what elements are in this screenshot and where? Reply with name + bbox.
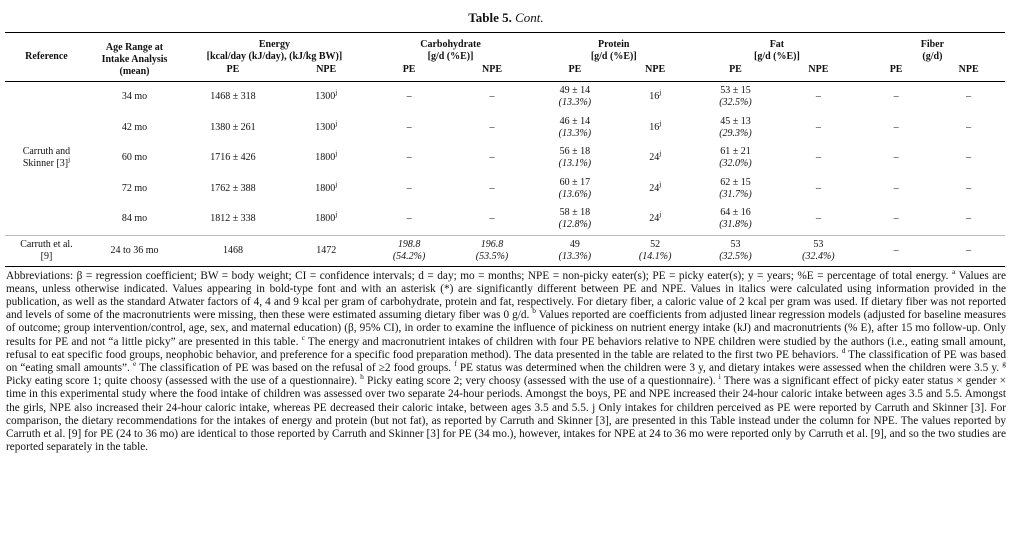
footnote-mark: j [68,155,71,164]
fat-pe-pct: (32.0%) [719,158,752,170]
header-fiber-units: (g/d) [922,51,943,62]
footnote-mark: j [335,180,338,189]
fiber-npe-cell: – [966,213,972,225]
protein-npe-cell [616,204,694,235]
subheader-npe: NPE [285,63,368,82]
footnote-text: The classification of PE was based on “eating small amounts”. [6,348,1006,374]
header-protein-units: [g/d (%E)] [590,51,637,62]
fiber-pe-cell: – [893,182,899,194]
subheader-npe: NPE [451,63,534,82]
protein-pe-value: 58 ± 18 [559,207,591,219]
fat-pe-cell [694,174,777,205]
subheader-npe: NPE [777,63,860,82]
header-fat-title: Fat [769,39,785,50]
fiber-pe-cell: – [893,91,899,103]
footnote-marker: h [360,372,364,382]
footnote-mark: j [659,119,662,128]
table-label: Table 5. [468,10,512,25]
carb-npe-pct: (53.5%) [475,250,509,262]
footnote-marker: b [532,306,537,316]
header-carb-title: Carbohydrate [420,39,481,50]
footnote-text: The classification of PE was based on the refusal of ≥2 food groups. [136,361,455,374]
energy-npe-cell [285,174,368,205]
protein-pe-pct: (13.3%) [558,127,592,139]
energy-pe-cell: 1716 ± 426 [210,152,256,164]
carb-pe-cell [368,235,451,266]
energy-npe-value: 1300 [315,121,336,133]
header-age-line: Intake Analysis [101,54,168,65]
carb-pe-pct: (54.2%) [392,250,426,262]
energy-pe-cell: 1468 [181,235,285,266]
footnote-mark: j [335,149,338,158]
fiber-npe-cell: – [932,235,1005,266]
footnote-marker: f [454,359,457,369]
footnote-mark: j [659,149,662,158]
age-cell: 24 to 36 mo [88,235,181,266]
energy-npe-value: 1300 [315,91,336,103]
data-table [5,32,1005,267]
carb-npe-cell: – [489,91,495,103]
fat-npe-cell: – [815,121,821,133]
fat-pe-pct: (29.3%) [719,127,752,139]
reference-line: Carruth et al. [20,238,73,250]
fiber-pe-cell: – [860,235,933,266]
age-cell: 34 mo [121,91,148,103]
footnote-text: There was a significant effect of picky eater status × gender × time in this experimental study where the food intake of children was assessed over two separate 24-hour periods. Amongst the boys, PE and NPE increased their 24-hour caloric intake between ages 3.5 and 5.5. Amongst the girls, NPE also increased their 24-hour caloric intake, whereas PE decreased their caloric intake, between ages 3.5 and 5.5. j Only intakes for children perceived as PE were reported by Carruth and Skinner [3]. For comparison, the dietary recommendations for the intakes of energy and protein (but not fat), as reported by Carruth and Skinner [3], are presented in this Table instead under the column for NPE. The values reported by Carruth et al. [9] for PE (24 to 36 mo) are identical to those reported by Carruth and Skinner [3] for PE (34 mo.), however, intakes for NPE at 24 to 36 mo were reported only by Carruth et al. [9], and so the two studies are reported separately in the table. [6,375,1006,454]
footnote-text: Picky eating score 2; very choosy (assessed with the use of a questionnaire). [363,375,719,388]
footnote-mark: j [335,119,338,128]
fat-npe-cell [777,235,860,266]
carb-npe-cell: – [489,213,495,225]
fat-pe-value: 62 ± 15 [720,176,751,188]
fat-npe-value: 53 [813,238,824,250]
protein-npe-pct: (14.1%) [638,250,672,262]
fiber-pe-cell: – [893,213,899,225]
footnote-text: The energy and macronutrient intakes of children with four PE behaviors relative to NPE children were studied by the authors (i.e., eating small amount, refusal to eat specific food groups, neophobic behavior, and preference for a specific food preparation method). The data presented in the table are related to the first two PE behaviors. [6,335,1006,361]
protein-pe-pct: (13.3%) [558,250,592,262]
protein-pe-pct: (12.8%) [558,219,592,231]
energy-npe-cell [285,143,368,174]
protein-npe-cell [616,174,694,205]
fat-pe-value: 53 [730,238,741,250]
header-fat-units: [g/d (%E)] [754,51,800,62]
footnote-marker: c [301,332,305,342]
protein-npe-value: 52 [650,238,661,250]
subheader-npe: NPE [616,63,694,82]
footnote-text: PE status was determined when the children were 3 y, and dietary intakes were assessed when the children were 3.5 y. [456,361,1003,374]
header-fiber-title: Fiber [920,39,945,50]
carb-pe-cell: – [406,91,412,103]
protein-pe-pct: (13.3%) [558,97,592,109]
fat-npe-cell: – [815,91,821,103]
age-cell: 60 mo [121,152,148,164]
protein-pe-value: 56 ± 18 [559,146,591,158]
table-row [5,113,1005,144]
table-footnotes [6,266,1006,455]
age-cell: 72 mo [121,182,148,194]
footnote-marker: g [1002,359,1006,369]
energy-pe-cell: 1762 ± 388 [210,182,256,194]
protein-npe-value: 24 [649,152,660,164]
protein-pe-cell [533,204,616,235]
fiber-npe-cell: – [966,152,972,164]
reference-cell [5,235,88,266]
header-age-line: Age Range at [105,42,164,53]
subheader-npe: NPE [932,63,1005,82]
fat-pe-cell [694,235,777,266]
footnote-marker: i [718,372,721,382]
protein-npe-value: 16 [649,91,660,103]
energy-npe-value: 1800 [315,152,336,164]
fat-pe-cell [694,143,777,174]
fiber-npe-cell: – [966,121,972,133]
fat-pe-value: 64 ± 16 [720,207,751,219]
carb-pe-value: 198.8 [397,238,421,250]
header-row [5,33,1005,64]
fat-pe-pct: (31.7%) [719,188,752,200]
protein-pe-value: 49 ± 14 [559,85,591,97]
subheader-pe: PE [694,63,777,82]
fiber-pe-cell: – [893,152,899,164]
fat-npe-cell: – [815,182,821,194]
subheader-pe: PE [533,63,616,82]
header-fat [694,33,860,64]
footnote-mark: j [659,210,662,219]
protein-npe-cell [616,82,694,113]
header-carb [368,33,534,64]
age-cell: 84 mo [121,213,148,225]
energy-npe-cell [285,204,368,235]
fat-npe-pct: (32.4%) [802,250,835,262]
header-age [88,33,181,82]
protein-npe-value: 16 [649,121,660,133]
footnote-mark: j [659,180,662,189]
fat-npe-cell: – [815,152,821,164]
protein-pe-value: 49 [569,238,580,250]
reference-cell [5,82,88,236]
protein-pe-cell [533,174,616,205]
reference-text: Skinner [3] [22,158,69,170]
protein-pe-value: 46 ± 14 [559,115,591,127]
fat-pe-cell [694,82,777,113]
protein-pe-pct: (13.6%) [558,188,592,200]
fat-pe-value: 53 ± 15 [720,85,751,97]
fiber-pe-cell: – [893,121,899,133]
carb-npe-cell: – [489,121,495,133]
reference-line: [9] [40,250,53,262]
protein-pe-pct: (13.1%) [558,158,592,170]
fiber-npe-cell: – [966,182,972,194]
protein-pe-cell [533,235,616,266]
subheader-pe: PE [181,63,285,82]
footnote-text: Picky eating score 1; quite choosy (assessed with the use of a questionnaire). [6,375,361,388]
carb-npe-cell: – [489,182,495,194]
footnote-marker: a [951,266,956,276]
fat-pe-value: 45 ± 13 [720,115,751,127]
energy-pe-cell: 1380 ± 261 [210,121,256,133]
footnote-text: Values are means, unless otherwise indicated. Values appearing in bold-type font and with an asterisk (*) are significantly different between PE and NPE. Values in italics were calculated using information provided in the publication, as well as the standard Atwater factors of 4, 4 and 9 kcal per gram of carbohydrate, protein and fat, respectively. For dietary fiber, a caloric value of 2 kcal per gram was used. If dietary fiber was not reported and levels of some of the macronutrients were missing, then these were estimated assuming dietary fiber was 0 g/d. [6,269,1006,322]
carb-npe-cell [451,235,534,266]
header-age-line: (mean) [119,66,150,77]
footnote-mark: j [335,88,338,97]
table-cont: Cont. [515,10,544,25]
footnote-mark: j [335,210,338,219]
fat-pe-value: 61 ± 21 [720,146,751,158]
footnote-text: Values reported are coefficients from adjusted linear regression models (adjusted for baseline measures of outcome; group intervention/control, age, sex, and maternal education) (β, 95% CI), in order to examine the influence of pickiness on nutrient energy intake (kJ) and macronutrients (% E), after 15 mo follow-up. Only results for PE and not “a little picky” are presented in this table. [6,309,1006,348]
energy-npe-cell [285,82,368,113]
energy-pe-cell: 1468 ± 318 [210,91,256,103]
carb-npe-cell: – [489,152,495,164]
subheader-pe: PE [860,63,933,82]
protein-npe-value: 24 [649,213,660,225]
footnote-marker: d [841,345,846,355]
header-energy-units: [kcal/day (kJ/day), (kJ/kg BW)] [206,51,343,62]
fiber-npe-cell: – [966,91,972,103]
reference-line: Carruth and [22,146,71,158]
table-row [5,82,1005,113]
carb-pe-cell: – [406,121,412,133]
header-carb-units: [g/d (%E)] [427,51,474,62]
fat-pe-pct: (32.5%) [719,250,752,262]
fat-pe-cell [694,113,777,144]
protein-npe-cell [616,235,694,266]
footnote-text: Abbreviations: β = regression coefficient; BW = body weight; CI = confidence intervals; d = day; mo = months; NPE = non-picky eater(s); PE = picky eater(s); y = years; %E = percentage of total energy. [6,269,952,282]
header-energy [181,33,368,64]
fat-npe-cell: – [815,213,821,225]
protein-pe-cell [533,82,616,113]
table-row [5,235,1005,266]
table-row [5,174,1005,205]
protein-pe-cell [533,143,616,174]
carb-npe-value: 196.8 [480,238,504,250]
protein-npe-cell [616,143,694,174]
energy-pe-cell: 1812 ± 338 [210,213,256,225]
age-cell: 42 mo [121,121,148,133]
protein-npe-value: 24 [649,182,660,194]
table-row [5,204,1005,235]
header-protein [533,33,694,64]
fat-pe-cell [694,204,777,235]
footnote-mark: j [659,88,662,97]
footnote-marker: e [132,359,137,369]
fat-pe-pct: (32.5%) [719,97,752,109]
subheader-pe: PE [368,63,451,82]
protein-pe-value: 60 ± 17 [559,176,591,188]
header-reference: Reference [5,33,88,82]
carb-pe-cell: – [406,152,412,164]
header-energy-title: Energy [258,39,290,50]
energy-npe-cell [285,113,368,144]
table-row [5,143,1005,174]
table-caption [0,0,1012,32]
energy-npe-cell: 1472 [285,235,368,266]
header-protein-title: Protein [597,39,630,50]
protein-npe-cell [616,113,694,144]
reference-line [7,155,86,170]
carb-pe-cell: – [406,182,412,194]
carb-pe-cell: – [406,213,412,225]
fat-pe-pct: (31.8%) [719,219,752,231]
protein-pe-cell [533,113,616,144]
energy-npe-value: 1800 [315,182,336,194]
header-fiber [860,33,1005,64]
energy-npe-value: 1800 [315,213,336,225]
